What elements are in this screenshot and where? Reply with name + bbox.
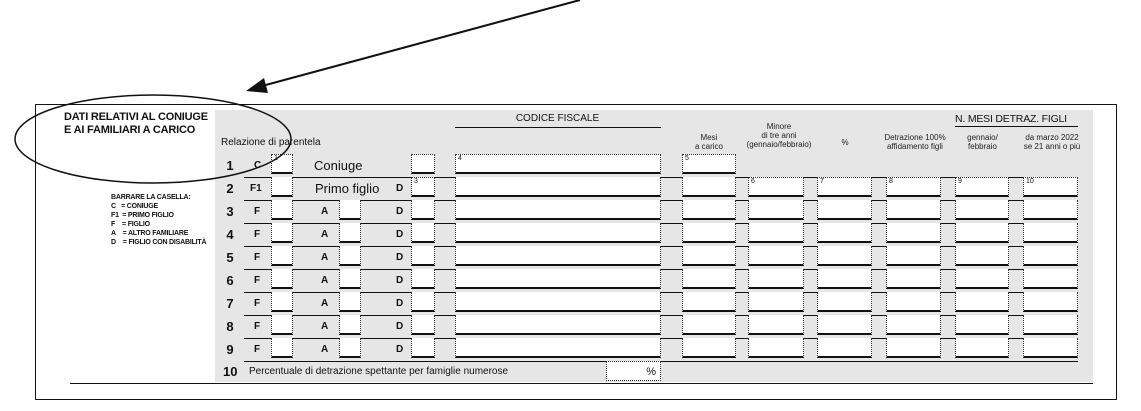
disabilita-code-2: D <box>396 183 404 194</box>
gennaio-header: gennaio/ febbraio <box>967 133 998 151</box>
percentuale-field-4[interactable] <box>817 223 872 243</box>
detrazione-affidamento-field-5[interactable] <box>886 246 941 266</box>
marzo-header: da marzo 2022 se 21 anni o più <box>1023 133 1081 151</box>
mesi-gennaio-field-9[interactable] <box>955 338 1009 358</box>
codice-fiscale-field-3[interactable] <box>455 200 661 220</box>
altro-code-9: A <box>321 344 329 355</box>
field-number-b9: 9 <box>958 178 962 185</box>
relation-code-6: F <box>254 275 261 286</box>
field-number-b1: 1 <box>274 155 278 162</box>
disabilita-code-3: D <box>396 206 404 217</box>
disabilita-code-8: D <box>396 321 404 332</box>
mesi-carico-field-4[interactable] <box>682 223 736 243</box>
disabilita-checkbox-1[interactable] <box>411 154 435 174</box>
mesi-carico-field-1[interactable] <box>682 154 736 174</box>
codice-fiscale-field-7[interactable] <box>455 292 661 312</box>
altro-code-3: A <box>321 206 329 217</box>
row-separator <box>244 338 1078 339</box>
minore-tre-anni-field-8[interactable] <box>748 315 804 335</box>
pointer-arrow-head <box>246 78 268 93</box>
minore-header: Minore di tre anni (gennaio/febbraio) <box>746 122 812 149</box>
minore-tre-anni-field-3[interactable] <box>748 200 804 220</box>
altro-checkbox-4[interactable] <box>339 223 361 243</box>
relation-code-8: F <box>254 321 261 332</box>
mesi-carico-field-7[interactable] <box>682 292 736 312</box>
disabilita-checkbox-3[interactable] <box>411 200 435 220</box>
row-separator <box>244 315 1078 316</box>
mesi-marzo-field-6[interactable] <box>1023 269 1078 289</box>
minore-tre-anni-field-2[interactable] <box>748 177 804 197</box>
minore-tre-anni-field-5[interactable] <box>748 246 804 266</box>
detrazione-affidamento-field-7[interactable] <box>886 292 941 312</box>
section-title: DATI RELATIVI AL CONIUGE E AI FAMILIARI A CARICO <box>64 111 208 136</box>
relation-checkbox-1[interactable] <box>271 154 293 174</box>
row-separator <box>244 292 1078 293</box>
disabilita-checkbox-2[interactable] <box>411 177 435 197</box>
minore-tre-anni-field-9[interactable] <box>748 338 804 358</box>
relation-checkbox-9[interactable] <box>271 338 293 358</box>
disabilita-checkbox-9[interactable] <box>411 338 435 358</box>
field-number-b4: 4 <box>458 155 462 162</box>
mesi-gennaio-field-3[interactable] <box>955 200 1009 220</box>
disabilita-checkbox-4[interactable] <box>411 223 435 243</box>
percentuale-field-9[interactable] <box>817 338 872 358</box>
mesi-gennaio-field-8[interactable] <box>955 315 1009 335</box>
detrazione-affidamento-field-8[interactable] <box>886 315 941 335</box>
codice-fiscale-field-4[interactable] <box>455 223 661 243</box>
percentuale-field-3[interactable] <box>817 200 872 220</box>
relation-code-5: F <box>254 252 261 263</box>
altro-code-5: A <box>321 252 329 263</box>
row-number-7: 7 <box>226 296 234 311</box>
row-number-8: 8 <box>226 319 234 334</box>
codice-fiscale-header: CODICE FISCALE <box>515 113 600 124</box>
relation-checkbox-3[interactable] <box>271 200 293 220</box>
mesi-carico-field-9[interactable] <box>682 338 736 358</box>
mesi-carico-field-5[interactable] <box>682 246 736 266</box>
row-number-1: 1 <box>226 158 234 173</box>
legend-text: BARRARE LA CASELLA: C = CONIUGE F1 = PRIMO FIGLIO F = FIGLIO A = ALTRO FAMILIARE D = FIGLIO CON DISABILITÀ <box>111 194 207 246</box>
field-number-b3: 3 <box>414 178 418 185</box>
percentuale-field-8[interactable] <box>817 315 872 335</box>
codice-fiscale-field-6[interactable] <box>455 269 661 289</box>
mesi-carico-field-2[interactable] <box>682 177 736 197</box>
relation-code-4: F <box>254 229 261 240</box>
detrazione-affidamento-field-2[interactable] <box>886 177 941 197</box>
relation-code-1: C <box>254 160 262 171</box>
mesi-marzo-field-5[interactable] <box>1023 246 1078 266</box>
mesi-marzo-field-7[interactable] <box>1023 292 1078 312</box>
relation-name-2: Primo figlio <box>315 181 380 196</box>
altro-checkbox-8[interactable] <box>339 315 361 335</box>
altro-code-7: A <box>321 298 329 309</box>
row-separator <box>244 223 1078 224</box>
disabilita-checkbox-8[interactable] <box>411 315 435 335</box>
disabilita-checkbox-7[interactable] <box>411 292 435 312</box>
detrazione-affidamento-field-4[interactable] <box>886 223 941 243</box>
detrazione-affidamento-field-3[interactable] <box>886 200 941 220</box>
minore-tre-anni-field-7[interactable] <box>748 292 804 312</box>
famiglie-numerose-label: Percentuale di detrazione spettante per famiglie numerose <box>249 366 509 377</box>
row-separator <box>244 177 1078 178</box>
altro-code-6: A <box>321 275 329 286</box>
relazione-header: Relazione di parentela <box>221 137 321 148</box>
detrazione-affidamento-field-6[interactable] <box>886 269 941 289</box>
row-number-10: 10 <box>223 364 238 379</box>
percentuale-field-7[interactable] <box>817 292 872 312</box>
disabilita-code-6: D <box>396 275 404 286</box>
mesi-marzo-field-2[interactable] <box>1023 177 1078 197</box>
disabilita-checkbox-5[interactable] <box>411 246 435 266</box>
percentuale-field-6[interactable] <box>817 269 872 289</box>
mesi-carico-field-6[interactable] <box>682 269 736 289</box>
n-mesi-underline <box>955 126 1078 127</box>
row-separator <box>244 269 1078 270</box>
field-number-b7: 7 <box>820 178 824 185</box>
row-number-5: 5 <box>226 250 234 265</box>
altro-checkbox-3[interactable] <box>339 200 361 220</box>
mesi-carico-field-8[interactable] <box>682 315 736 335</box>
famiglie-numerose-percent-field[interactable] <box>606 361 661 381</box>
row-separator <box>244 361 1078 362</box>
relation-checkbox-8[interactable] <box>271 315 293 335</box>
mesi-gennaio-field-6[interactable] <box>955 269 1009 289</box>
field-number-b10: 10 <box>1026 178 1034 185</box>
row-number-3: 3 <box>226 204 234 219</box>
mesi-gennaio-field-4[interactable] <box>955 223 1009 243</box>
disabilita-code-9: D <box>396 344 404 355</box>
mesi-carico-field-3[interactable] <box>682 200 736 220</box>
relation-checkbox-7[interactable] <box>271 292 293 312</box>
mesi-gennaio-field-7[interactable] <box>955 292 1009 312</box>
row-separator <box>244 200 1078 201</box>
detrazione-100-header: Detrazione 100% affidamento figli <box>884 133 946 151</box>
mesi-gennaio-field-5[interactable] <box>955 246 1009 266</box>
codice-fiscale-field-8[interactable] <box>455 315 661 335</box>
pointer-arrow-shaft <box>262 0 580 86</box>
disabilita-code-4: D <box>396 229 404 240</box>
detrazione-affidamento-field-9[interactable] <box>886 338 941 358</box>
altro-checkbox-9[interactable] <box>339 338 361 358</box>
mesi-marzo-field-4[interactable] <box>1023 223 1078 243</box>
minore-tre-anni-field-6[interactable] <box>748 269 804 289</box>
relation-code-9: F <box>254 344 261 355</box>
disabilita-code-5: D <box>396 252 404 263</box>
relation-code-2: F1 <box>250 183 262 194</box>
n-mesi-header: N. MESI DETRAZ. FIGLI <box>955 113 1067 125</box>
codice-fiscale-field-9[interactable] <box>455 338 661 358</box>
codice-fiscale-field-2[interactable] <box>455 177 661 197</box>
mesi-marzo-field-3[interactable] <box>1023 200 1078 220</box>
codice-fiscale-field-1[interactable] <box>455 154 661 174</box>
form-bottom-rule <box>70 383 1093 384</box>
disabilita-code-7: D <box>396 298 404 309</box>
altro-checkbox-5[interactable] <box>339 246 361 266</box>
field-number-b6: 6 <box>751 178 755 185</box>
field-number-b8: 8 <box>889 178 893 185</box>
relation-checkbox-2[interactable] <box>271 177 293 197</box>
relation-checkbox-4[interactable] <box>271 223 293 243</box>
altro-code-8: A <box>321 321 329 332</box>
relation-checkbox-6[interactable] <box>271 269 293 289</box>
row-number-2: 2 <box>226 181 234 196</box>
disabilita-checkbox-6[interactable] <box>411 269 435 289</box>
row-number-9: 9 <box>226 342 234 357</box>
row-number-6: 6 <box>226 273 234 288</box>
row-separator <box>244 246 1078 247</box>
minore-tre-anni-field-4[interactable] <box>748 223 804 243</box>
altro-checkbox-7[interactable] <box>339 292 361 312</box>
mesi-carico-header: Mesi a carico <box>694 133 723 151</box>
codice-fiscale-field-5[interactable] <box>455 246 661 266</box>
relation-code-3: F <box>254 206 261 217</box>
altro-checkbox-6[interactable] <box>339 269 361 289</box>
relation-name-1: Coniuge <box>314 158 363 173</box>
row-number-4: 4 <box>226 227 234 242</box>
percent-sign: % <box>646 366 656 378</box>
mesi-gennaio-field-2[interactable] <box>955 177 1009 197</box>
field-number-b5: 5 <box>685 155 689 162</box>
relation-checkbox-5[interactable] <box>271 246 293 266</box>
codice-fiscale-underline <box>455 127 661 128</box>
percentuale-field-2[interactable] <box>817 177 872 197</box>
percent-header: % <box>841 138 849 147</box>
mesi-marzo-field-9[interactable] <box>1023 338 1078 358</box>
mesi-marzo-field-8[interactable] <box>1023 315 1078 335</box>
relation-code-7: F <box>254 298 261 309</box>
percentuale-field-5[interactable] <box>817 246 872 266</box>
altro-code-4: A <box>321 229 329 240</box>
